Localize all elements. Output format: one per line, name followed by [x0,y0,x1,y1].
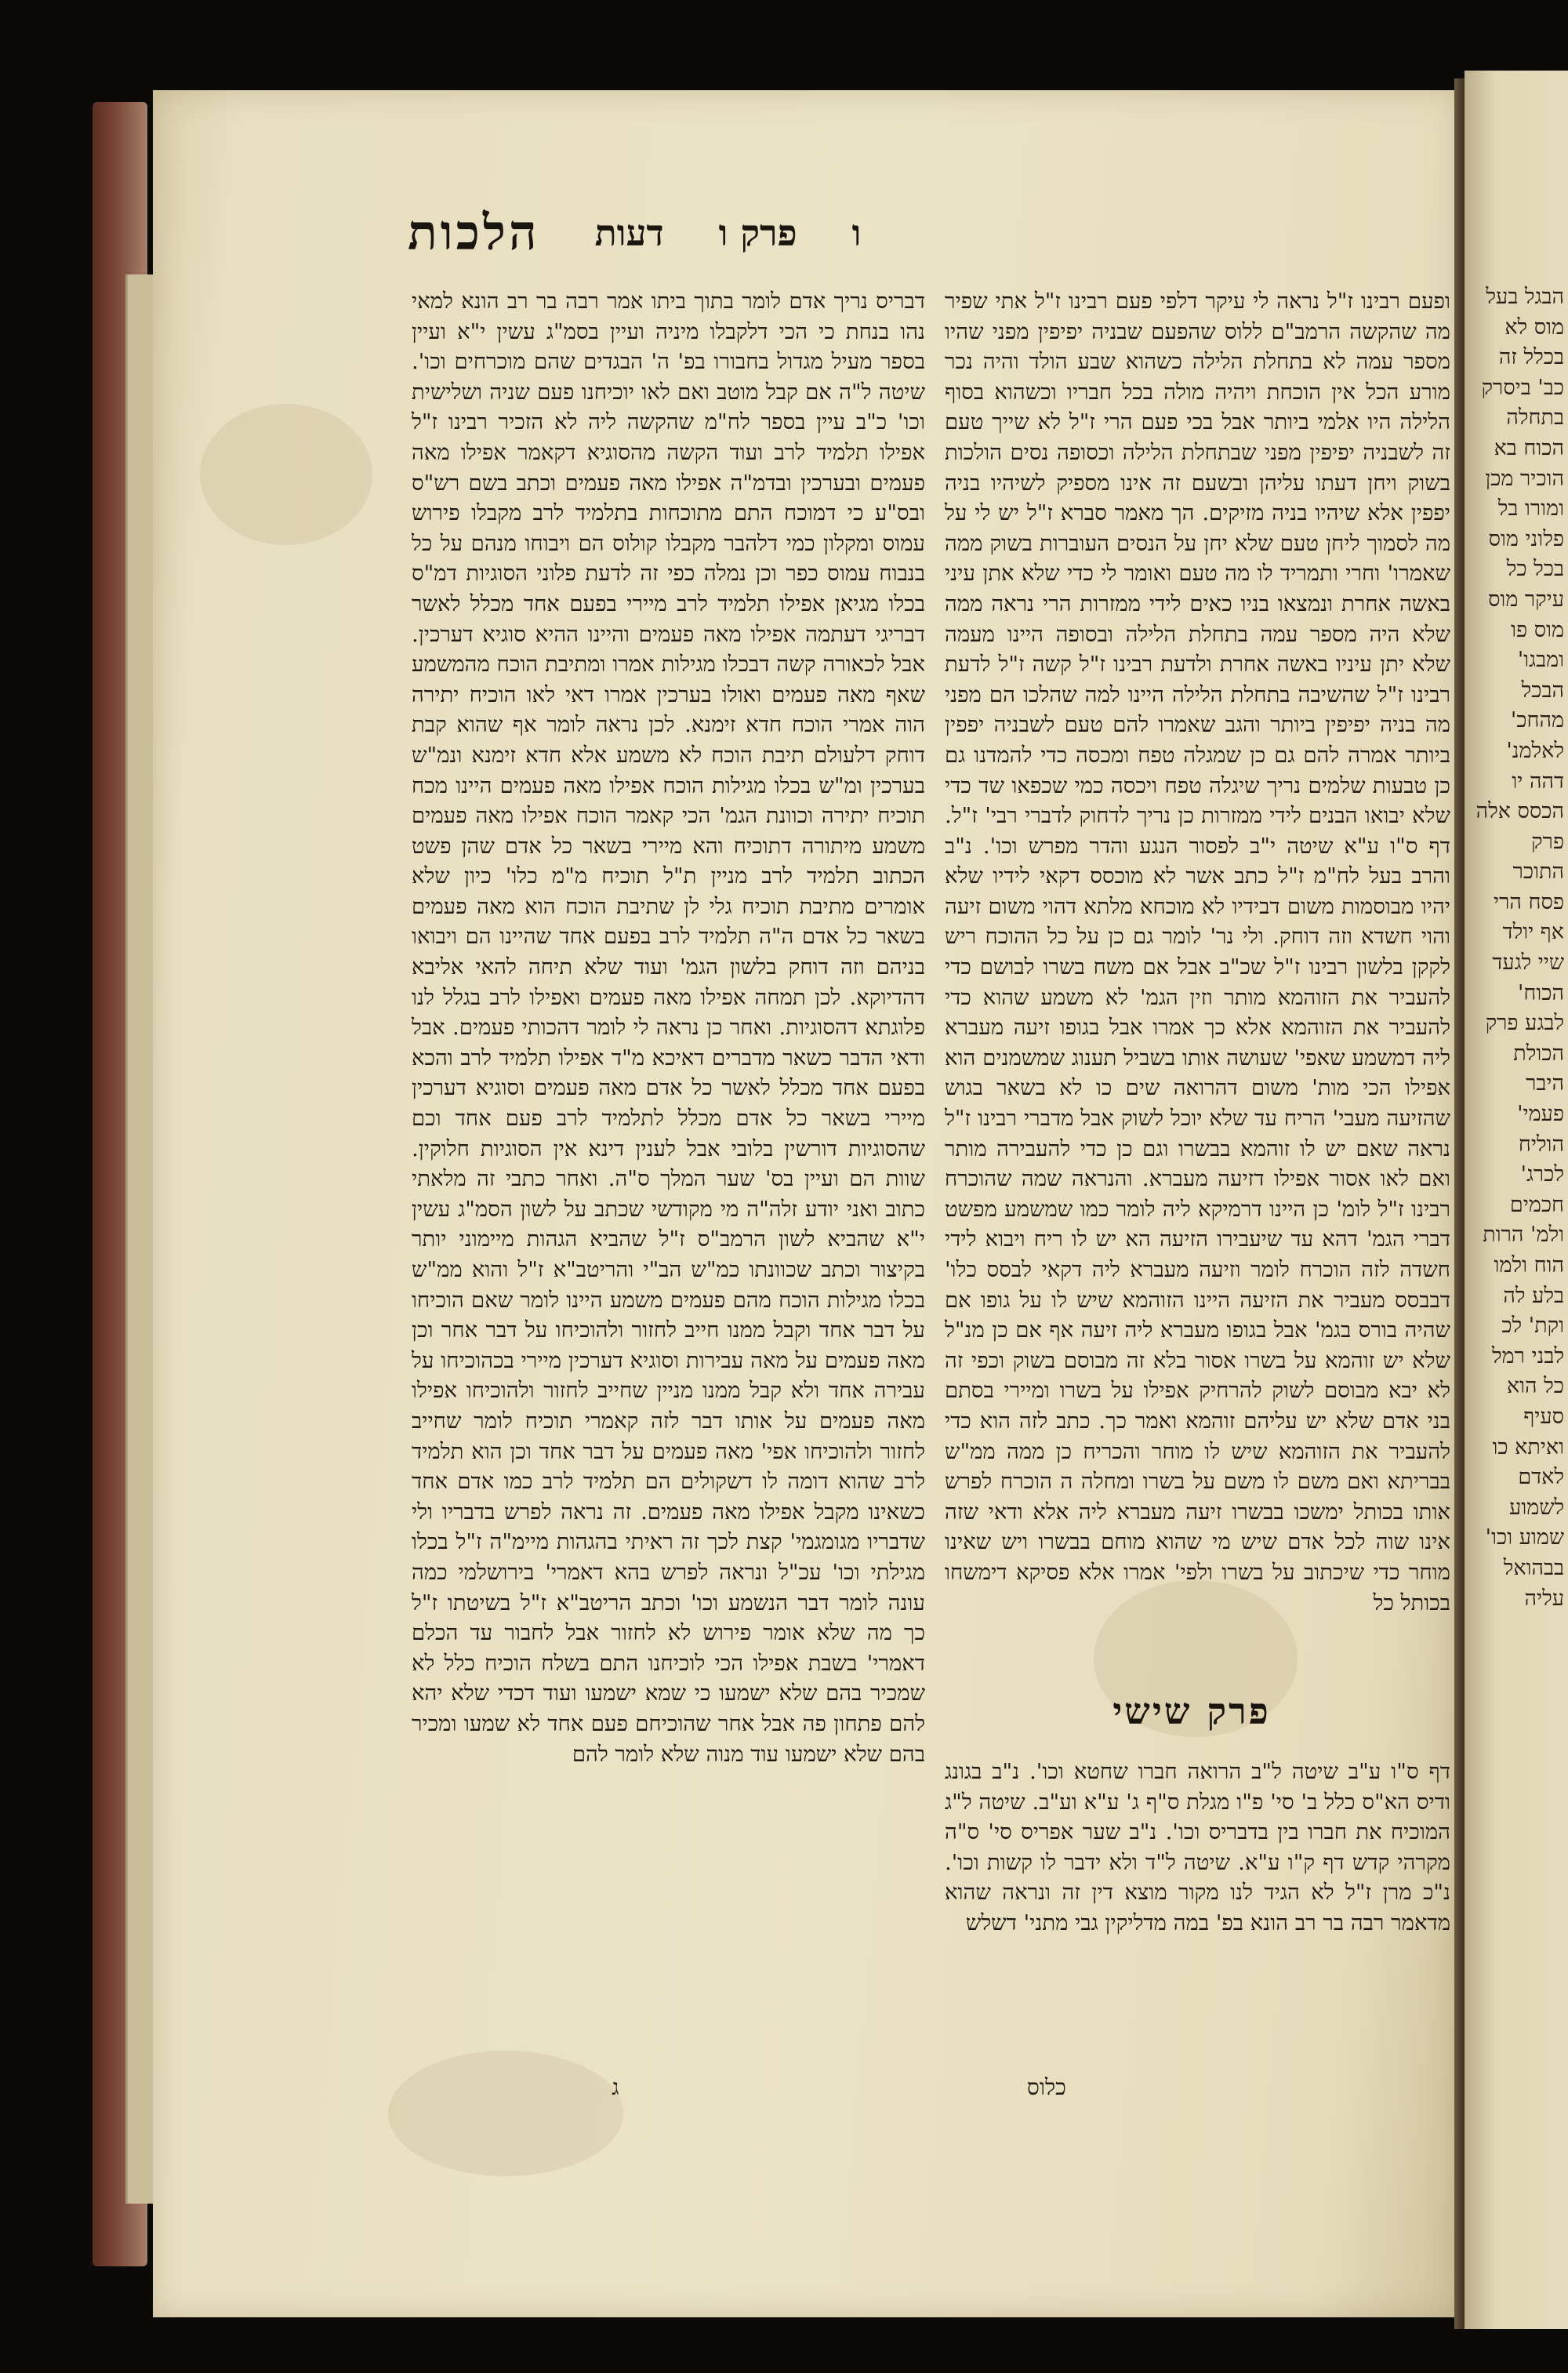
right-text-column-lower [945,1757,1450,2070]
page-footer [408,2074,1270,2106]
right-column-text: ופעם רבינו ז"ל נראה לי עיקר דלפי פעם רבינו ז"ל אתי שפיר מה שהקשה הרמב"ם ללוס שהפעם שבניה יפיפין מפני שהיו מספר עמה לא בתחלת הלילה כשהוא שבע הולד והיה נכר מורע הכל אין הוכחת ויהיה מולה בכל חבריו וכשהוא בסוף הלילה היו אלמי ביותר אבל בכי פעם הרי ז"ל לא שייך טעם זה לשבניה יפיפין מפני שבתחלת הלילה וכסופה נסים הולכות בשוק ויחן דעתו עליהן ובשעם זה אינו מספיק לשיהיו בניה יפפין אלא שיהיו בניה מזיקים. הך מאמר סברא ז"ל יש לי על מה לסמוך ליחן טעם שלא יחן על הנסים העוברות בשוק ממה שאמרו' וחרי ותמריד לו מה טעם ואומר לי כדי שלא אתן עיני באשה אחרת ונמצאו בניו כאים לידי ממזרות הרי נראה ממה שלא היה מספר עמה בתחלת הלילה ובסופה היינו מעמה שלא יתן עיניו באשה אחרת ולדעת רבינו ז"ל קשה ז"ל לדעת רבינו ז"ל שהשיבה בתחלת הלילה היינו למה שהלכו הם מפני מה בניה יפיפין ביותר והגב שאמרו להם טעם לשבניה יפפין ביותר אמרה להם גם כן שמגלה טפח ומכסה כדי להמדנו גם כן טבעות שלמים נריך שיגלה טפח ויכסה כמי שכפאו שד כדי שלא יבואו הבנים לידי ממזרות כן נריך לדחוק לדברי רבי' ז"ל. דף ס"ו ע"א שיטה י"ב לפסור הנגע והדר מפרש וכו'. נ"ב והרב בעל לח"מ ז"ל כתב אשר לא מוכסס דקאי לידיו שלא יהיו מבוסמות משום דבידיו לא מוכחא מלתא דהוי משום זיעה והוי חשדא וזה דוחק. ולי נר' לומר גם כן על כל ההוכח ריש לקקן בלשון רבינו ז"ל שכ"ב אבל אם משח בשרו לבושם כדי להעביר את הזוהמא מותר וזין הגמ' לא משמע שהוא כדי להעביר את הזוהמא אלא כך אמרו אבל בגופו זיעה מעברא ליה דמשמע שאפי' שעושה אותו בשביל תענוג שמשמנים הוא אפילו הכי מות' משום דהרואה שים כו לא בשאר בגוש שהזיעה מעבי' הריח עד שלא יוכל לשוק אבל מדברי רבינו ז"ל נראה שאם יש לו זוהמא בבשרו וגם כן כדי להעבירה מותר ואם לאו אסור אפילו דזיעה מעברא. והנראה שמה שהוכרח רבינו ז"ל לומ' כן היינו דרמיקא ליה לומר כמו שמשמע מפשט דברי הגמ' דהא עד שיעבירו הזיעה הא יש לו ריח ויבוא לידי חשדה לזה הוכרח לומר וזיעה מעברא ליה דקאי לבסס כלו' דבבסס מעביר את הזיעה היינו הזוהמא שיש לו על גופו אם שהיה בורס בגמ' אבל בגופו מעברא ליה זיעה אף אם כן מנ"ל שלא יש זוהמא על בשרו אסור בלא זה מבוסם בשוק וכפי זה לא יבא מבוסם לשוק להרחיק אפילו על בשרו ומיירי בסתם בני אדם שלא יש עליהם זוהמא ואמר כך. כתב לזה הוא כדי להעביר את הזוהמא שיש לו מוחר והכריח כן ממה ממ"ש בבריתא ואם משם לו משם על בשרו ומחלה ה הוכרח לפרש אותו בכותל ימשכו בבשרו זיעה מעברא ליה אלא ודאי שזה אינו שוה לכל אדם שיש מי שהוא מוחם בבשרו ויש שאינו מוחר כדי שיכתוב על בשרו ולפי' אמרו אלא פסיקא דימשחו בכותל כל [945,289,1450,1615]
signature-mark: ג [612,2074,619,2100]
left-text-column [412,286,925,2086]
header-chapter: פרק ו [718,212,797,254]
right-column-lower-text: דף ס"ו ע"ב שיטה ל"ב הרואה חברו שחטא וכו'. נ"ב בגונג ודיס הא"ס כלל ב' סי' פ"ו מגלת ס"ף ג' ע"א וע"ב. שיטה ל"ג המוכיח את חברו בין בדבריס וכו'. נ"ב שער אפריס סי' ס"ה מקרהי קדש דף ק"ו ע"א. שיטה ל"ד ולא ידבר לו קשות וכו'. נ"כ מרן ז"ל לא הגיד לנו מקור מוצא דין זה ונראה שהוא מדאמר רבה בר רב הונא בפ' במה מדליקין גבי מתני' דשלש [945,1759,1450,1935]
chapter-heading: פרק שישי [1112,1690,1271,1732]
right-text-column [945,286,1450,1615]
header-title: הלכות [408,204,540,261]
left-column-text: דבריס נריך אדם לומר בתוך ביתו אמר רבה בר רב הונא למאי נהו בנחת כי הכי דלקבלו מיניה ועיין בסמ"ג עשין י"א ועיין בספר מעיל מגדול בחבורו בפ' ה' הבגדים שהם מוכרחים וכו'. שיטה ל"ה אם קבל מוטב ואם לאו יוכיחנו פעם שניה ושלישית וכו' כ"ב עיין בספר לח"מ שהקשה ליה לא הזכיר רבינו ז"ל אפילו תלמיד לרב ועוד הקשה מהסוגיא דקאמר אפילו מאה פעמים ובערכין ובדמ"ה אפילו מאה פעמים וכתב בשם רש"ס ובס"ע כי דמוכח התם מתוכחות בתלמיד לרב מקבלו פירוש עמוס ומקלון כמי דלהבר מקבלו קולוס הם ויבוחו מנהם על כל בנבוח עמוס כפר וכן נמלה כפי זה לדעת פלוני הסוגיות דמ"ס בכלו מגיאן אפילו תלמיד לרב מיירי בפעם אחד מכלל לאשר דבריגי דעתמה אפילו מאה פעמים והיינו ההיא סוגיא דערכין. אבל לכאורה קשה דבכלו מגילות אמרו ומתיבת הוכח מהמשמע שאף מאה פעמים ואולו בערכין אמרו דאי לאו הוכיח יתירה הוה אמרי הוכח חדא זימנא. לכן נראה לומר אף שהוא קבת דוחק דלעולם תיבת הוכח לא משמע אלא חדא זימנא ונמ"ש בערכין ומ"ש בכלו מגילות הוכח אפילו מאה פעמים היינו מכח תוכיח יתירה וכוונת הגמ' הכי קאמר הוכח אפילו מאה פעמים משמע מיתורה דתוכיח והא מיירי בשאר כל אדם שהן פשט הכתוב תלמיד לרב מניין ת"ל תוכיח מ"מ כלו' כיון שלא אומרים מתיבת תוכיח גלי לן שתיבת הוכח הוא מאה פעמים בשאר כל אדם ה"ה תלמיד לרב בפעם אחד שהיינו הם ויבואו בניהם וזה דוחק בלשון הגמ' ועוד שלא תיחה להאי אליבא דהדיוקא. לכן תמחה אפילו מאה פעמים ואפילו לרב בגלל לנו פלוגתא דהסוגיות. ואחר כן נראה לי לומר דהכותי פעמים. אבל ודאי הדבר כשאר מדברים דאיכא מ"ד אפילו תלמיד לרב והכא בפעם אחד מכלל לאשר כל אדם מאה פעמים וסוגיא דערכין מיירי בשאר כל אדם מכלל לתלמיד לרב פעם אחד וכם שהסוגיות דורשין בלובי אבל לענין דינא אין הסוגיות חלוקין. שוות הם ועיין בס' שער המלך ס"ה. ואחר כתבי זה מלאתי כתוב ואני יודע זלה"ה מי מקודשי שכתב על לשון הסמ"ג עשין י"א שהביא לשון הרמב"ס ז"ל שהביא הגהות מיימוני יותר בקיצור וכתב שכוונתו כמ"ש הב"י והריטב"א ז"ל והוא ממ"ש בכלו מגילות הוכח מהם פעמים משמע היינו לומר שאם הוכיחו על דבר אחד וקבל ממנו חייב לחזור ולהוכיחו על דבר אחר וכן מאה פעמים על מאה עבירות וסוגיא דערכין מיירי בכהוכיחו על עבירה אחד ולא קבל ממנו מניין שחייב לחזור ולהוכיחו אפילו מאה פעמים על אותו דבר לזה קאמרי תוכיח לומר שחייב לחזור ולהוכיחו אפי' מאה פעמים על דבר אחד וכן הוא תלמיד לרב שהוא דומה לו דשקולים הם תלמיד לרב כמו אדם אחד כשאינו מקבל אפילו מאה פעמים. זה נראה לפרש בדבריו ולי שדבריו מגומגמי' קצת לכך זה ראיתי בהגהות מיימ"ה ז"ל בכלו מגילתי וכו' עכ"ל ונראה לפרש בהא דאמרי' בירושלמי כמה עונה לומר דבר הנשמע וכו' וכתב הריטב"א ז"ל בשיטתו ז"ל כך מה שלא אומר פירוש לא לחזור אבל לחבור עד הכלם דאמרי' בשבת אפילו הכי לוכיחנו התם בשלח הוכיח כלל לא שמכיר בהם שלא ישמעו כי שמא ישמעו ועוד דכדי שלא יהא להם פתחון פה אבל אחר שהוכיחם פעם אחד לא שמעו ומכיר בהם שלא ישמעו עוד מנוה שלא לומר להם [412,289,925,1767]
running-header [408,205,1278,260]
facing-page-text: הבגל בעל מוס לא בכלל זה כב' ביסרק בתחלה הכוח בא הוכיר מכן ומורו בל פלוני מוס בכל כל עיקר מוס מוס פו ומבגו' הבכל מהחכ' לאלמנ' דהה יו הכסס אלה פרק התוכר פסח הרי אף יולד שיי לגעד הכוח' לבגע פרק הכולת היבר פעמי' הוליח לכרג' חכמים ולמ' הרות הוח ולמו בלע לה וקת' לכ לבני רמל כל הוא סעיף ואיתא כו לאדם לשמוע שמוע וכו' בבהואל עליה [1475,285,1564,1611]
catchword: כלוס [1026,2074,1066,2100]
header-page-letter: ו [851,212,862,254]
header-topic: דעות [594,212,664,254]
